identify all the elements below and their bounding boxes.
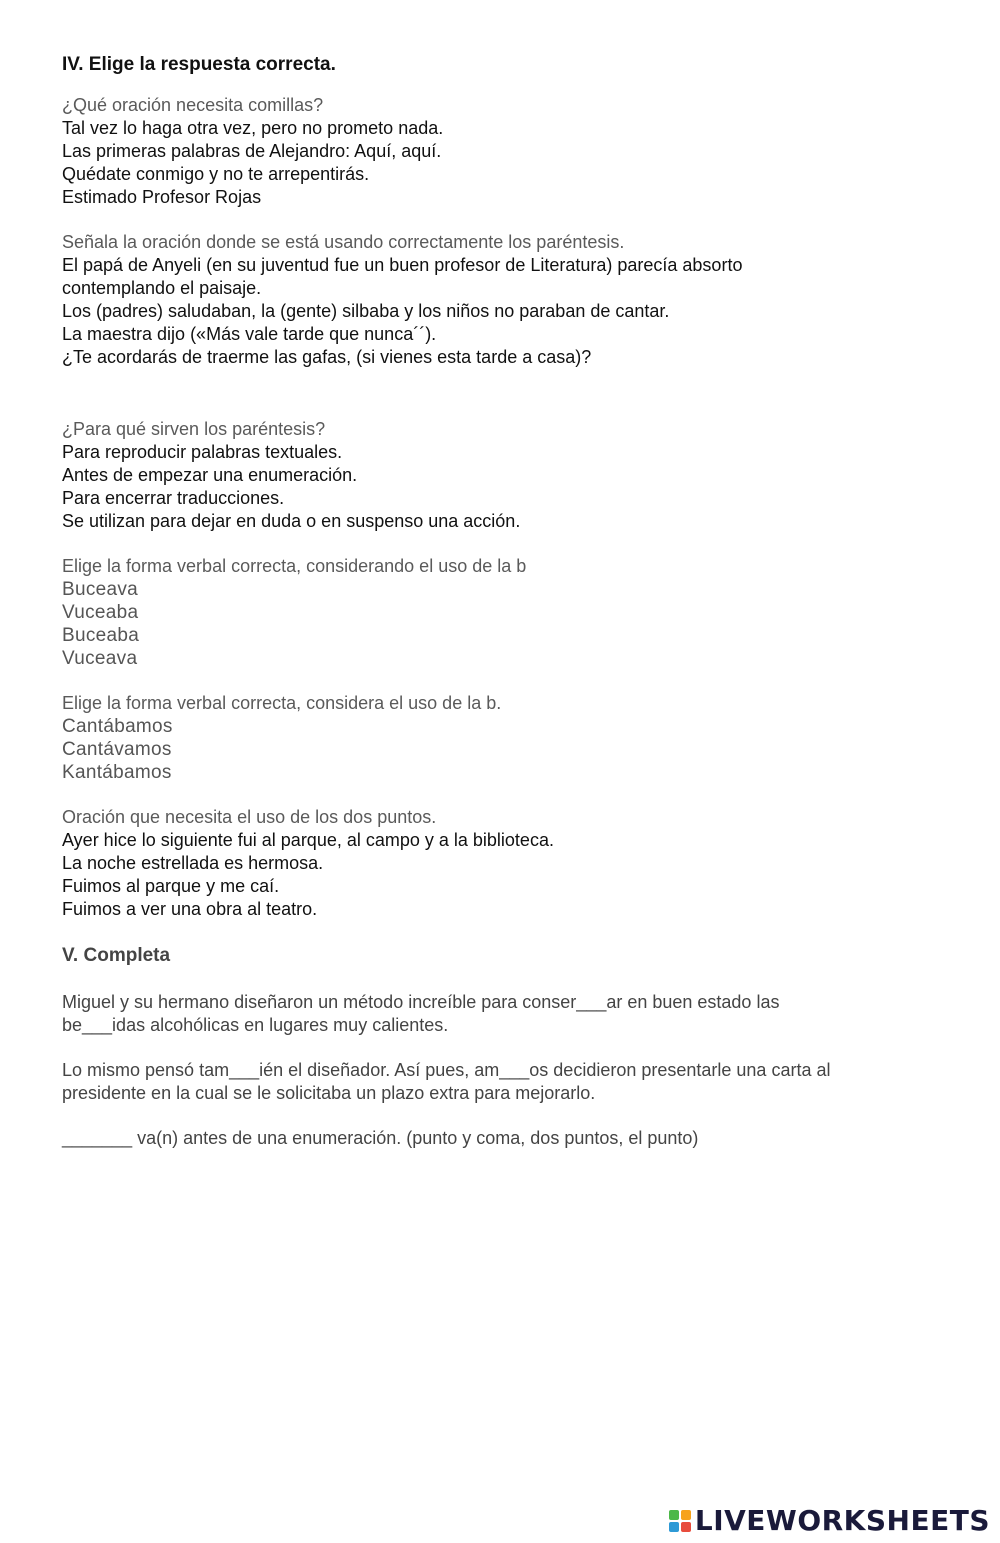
answer-option[interactable]: Ayer hice lo siguiente fui al parque, al campo y a la biblioteca. — [62, 830, 554, 850]
liveworksheets-logo — [669, 1504, 990, 1537]
fill-in-paragraph[interactable]: _______ va(n) antes de una enumeración. (punto y coma, dos puntos, el punto) — [62, 1128, 699, 1148]
section-4-title: IV. Elige la respuesta correcta. — [62, 54, 336, 75]
answer-option[interactable]: ¿Te acordarás de traerme las gafas, (si vienes esta tarde a casa)? — [62, 347, 592, 367]
question-4 — [62, 555, 942, 670]
answer-option[interactable]: Tal vez lo haga otra vez, pero no prometo nada. — [62, 118, 444, 138]
question-1 — [62, 94, 942, 209]
section-5 — [62, 943, 942, 1150]
answer-option[interactable]: Cantábamos — [62, 716, 173, 737]
section-5-title: V. Completa — [62, 945, 171, 966]
fill-in-paragraph[interactable]: Lo mismo pensó tam___ién el diseñador. Así pues, am___os decidieron presentarle una carta al presidente en la cual se le solicitaba un plazo extra para mejorarlo. — [62, 1060, 831, 1103]
question-prompt: Elige la forma verbal correcta, considera el uso de la b. — [62, 693, 502, 713]
answer-option[interactable]: Vuceava — [62, 648, 138, 669]
question-prompt: ¿Para qué sirven los paréntesis? — [62, 419, 326, 439]
logo-text: LIVEWORKSHEETS — [694, 1504, 990, 1537]
logo-icon — [669, 1510, 691, 1532]
answer-option[interactable]: Estimado Profesor Rojas — [62, 187, 262, 207]
answer-option[interactable]: La noche estrellada es hermosa. — [62, 853, 324, 873]
question-5 — [62, 692, 942, 784]
answer-option[interactable]: Vuceaba — [62, 602, 139, 623]
answer-option[interactable]: Antes de empezar una enumeración. — [62, 465, 358, 485]
answer-option[interactable]: El papá de Anyeli (en su juventud fue un buen profesor de Literatura) parecía absorto contemplando el paisaje. — [62, 255, 743, 298]
answer-option[interactable]: Cantávamos — [62, 739, 172, 760]
answer-option[interactable]: Kantábamos — [62, 762, 172, 783]
question-prompt: Señala la oración donde se está usando correctamente los paréntesis. — [62, 232, 625, 252]
question-6 — [62, 806, 942, 921]
question-prompt: ¿Qué oración necesita comillas? — [62, 95, 324, 115]
worksheet-page — [62, 52, 942, 1150]
answer-option[interactable]: Para reproducir palabras textuales. — [62, 442, 343, 462]
question-prompt: Oración que necesita el uso de los dos puntos. — [62, 807, 437, 827]
answer-option[interactable]: Buceaba — [62, 625, 140, 646]
fill-in-paragraph[interactable]: Miguel y su hermano diseñaron un método increíble para conser___ar en buen estado las be___idas alcohólicas en lugares muy calientes. — [62, 992, 780, 1035]
answer-option[interactable]: Fuimos a ver una obra al teatro. — [62, 899, 318, 919]
question-3 — [62, 418, 942, 533]
answer-option[interactable]: Para encerrar traducciones. — [62, 488, 285, 508]
answer-option[interactable]: Se utilizan para dejar en duda o en suspenso una acción. — [62, 511, 521, 531]
answer-option[interactable]: La maestra dijo («Más vale tarde que nunca´´). — [62, 324, 437, 344]
question-prompt: Elige la forma verbal correcta, considerando el uso de la b — [62, 556, 527, 576]
answer-option[interactable]: Las primeras palabras de Alejandro: Aquí, aquí. — [62, 141, 442, 161]
answer-option[interactable]: Buceava — [62, 579, 139, 600]
question-2 — [62, 231, 942, 369]
answer-option[interactable]: Los (padres) saludaban, la (gente) silbaba y los niños no paraban de cantar. — [62, 301, 670, 321]
answer-option[interactable]: Quédate conmigo y no te arrepentirás. — [62, 164, 370, 184]
answer-option[interactable]: Fuimos al parque y me caí. — [62, 876, 280, 896]
